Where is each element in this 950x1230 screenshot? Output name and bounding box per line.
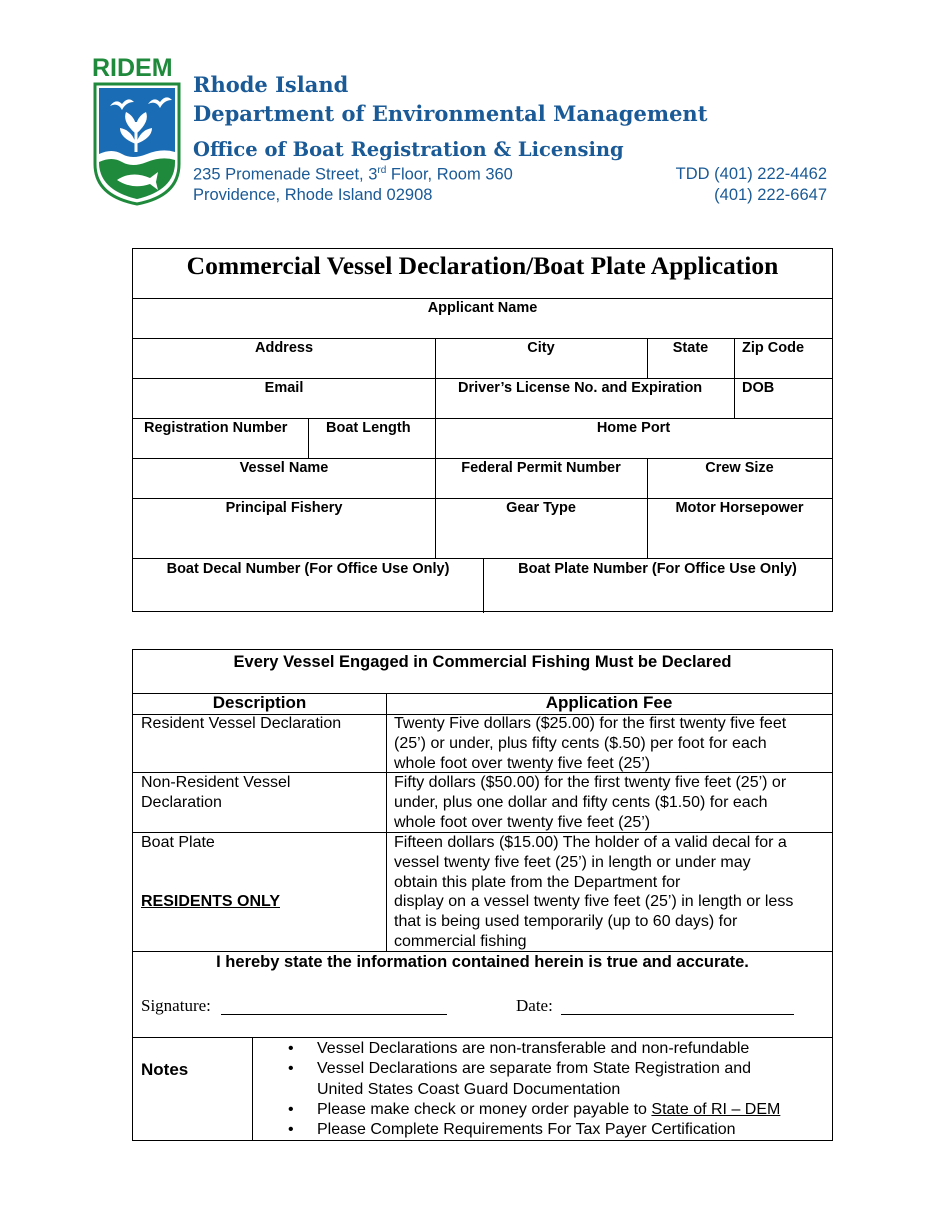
motor-horsepower-label: Motor Horsepower (675, 500, 804, 516)
registration-number-field[interactable] (133, 418, 308, 458)
principal-fishery-label: Principal Fishery (225, 500, 343, 516)
notes-list (288, 1039, 780, 1140)
federal-permit-field[interactable] (435, 458, 647, 498)
home-port-label: Home Port (596, 420, 671, 436)
boat-plate-number-field (483, 558, 832, 611)
applicant-name-label: Applicant Name (427, 300, 538, 316)
date-line[interactable] (561, 1014, 794, 1015)
signature-label: Signature: (141, 996, 211, 1015)
notes-label: Notes (141, 1060, 189, 1079)
office-phone: (401) 222-6647 (714, 186, 827, 204)
crew-size-field[interactable] (647, 458, 832, 498)
form-title: Commercial Vessel Declaration/Boat Plate Application (186, 251, 779, 280)
date-label: Date: (516, 996, 553, 1015)
signature-line[interactable] (221, 1014, 447, 1015)
fee-row-boat-plate-fee: Fifteen dollars ($15.00) The holder of a valid decal for a vessel twenty five feet (25’) in length or under may obtain this plate from the Department for display on a vessel twenty five feet (25’) in length or less that is being used temporarily (up to 60 days) for commercial fishing (394, 834, 794, 950)
dob-field[interactable] (734, 378, 832, 418)
residents-only-note: RESIDENTS ONLY (141, 893, 280, 910)
office-address-line-2: Providence, Rhode Island 02908 (193, 186, 433, 204)
registration-number-label: Registration Number (144, 420, 288, 436)
office-address-line-1: 235 Promenade Street, 3rd Floor, Room 360 (193, 165, 513, 184)
address-label: Address (254, 340, 314, 356)
ridem-logo (92, 54, 184, 210)
city-label: City (527, 340, 555, 356)
home-port-field[interactable] (435, 418, 832, 458)
column-header-application-fee: Application Fee (545, 693, 673, 712)
fee-table-heading: Every Vessel Engaged in Commercial Fishing Must be Declared (233, 653, 732, 671)
org-line-1: Rhode Island (193, 72, 349, 97)
zip-code-label: Zip Code (742, 340, 805, 356)
email-field[interactable] (133, 378, 435, 418)
fee-row-nonresident-description: Non-Resident Vessel Declaration (141, 774, 291, 811)
vessel-name-label: Vessel Name (239, 460, 329, 476)
principal-fishery-field[interactable] (133, 498, 435, 558)
fee-row-boat-plate-description: Boat Plate RESIDENTS ONLY (141, 834, 280, 910)
column-header-description: Description (212, 693, 307, 712)
tdd-phone: TDD (401) 222-4462 (675, 165, 827, 183)
dob-label: DOB (742, 380, 775, 396)
logo-wordmark: RIDEM (92, 54, 173, 82)
drivers-license-label: Driver’s License No. and Expiration (458, 380, 703, 396)
motor-horsepower-field[interactable] (647, 498, 832, 558)
boat-length-label: Boat Length (326, 420, 411, 436)
note-item: • Vessel Declarations are non-transferable and non-refundable (288, 1040, 750, 1057)
ridem-shield-icon (92, 82, 182, 206)
state-field[interactable] (647, 338, 734, 378)
gear-type-field[interactable] (435, 498, 647, 558)
boat-decal-number-label: Boat Decal Number (For Office Use Only) (166, 561, 450, 577)
payable-to-text: State of RI – DEM (651, 1100, 781, 1118)
note-item: • Please make check or money order payable to State of RI – DEM (288, 1100, 781, 1118)
applicant-name-field[interactable] (133, 298, 832, 338)
office-name: Office of Boat Registration & Licensing (193, 138, 624, 161)
note-item: • Vessel Declarations are separate from State Registration and (288, 1060, 752, 1078)
vessel-name-field[interactable] (133, 458, 435, 498)
crew-size-label: Crew Size (705, 460, 774, 476)
email-label: Email (264, 380, 304, 396)
attestation-statement: I hereby state the information contained herein is true and accurate. (216, 953, 749, 971)
note-item-continued: United States Coast Guard Documentation (317, 1080, 621, 1098)
address-field[interactable] (133, 338, 435, 378)
boat-length-field[interactable] (308, 418, 435, 458)
city-field[interactable] (435, 338, 647, 378)
fee-row-nonresident-fee: Fifty dollars ($50.00) for the first twenty five feet (25’) or under, plus one dollar and fifty cents ($1.50) for each whole foot over twenty five feet (25’) (394, 774, 787, 831)
fee-row-resident-description: Resident Vessel Declaration (141, 715, 342, 732)
org-line-2: Department of Environmental Management (193, 101, 708, 126)
state-label: State (672, 340, 709, 356)
fee-row-resident-fee: Twenty Five dollars ($25.00) for the first twenty five feet (25’) or under, plus fifty cents ($.50) per foot for each whole foot over twenty five feet (25’) (394, 715, 787, 772)
boat-plate-number-label: Boat Plate Number (For Office Use Only) (518, 561, 797, 577)
note-item: • Please Complete Requirements For Tax Payer Certification (288, 1121, 736, 1139)
boat-decal-number-field (133, 558, 483, 611)
drivers-license-field[interactable] (435, 378, 734, 418)
gear-type-label: Gear Type (506, 500, 576, 516)
zip-code-field[interactable] (734, 338, 832, 378)
application-form (132, 248, 833, 612)
federal-permit-label: Federal Permit Number (461, 460, 621, 476)
